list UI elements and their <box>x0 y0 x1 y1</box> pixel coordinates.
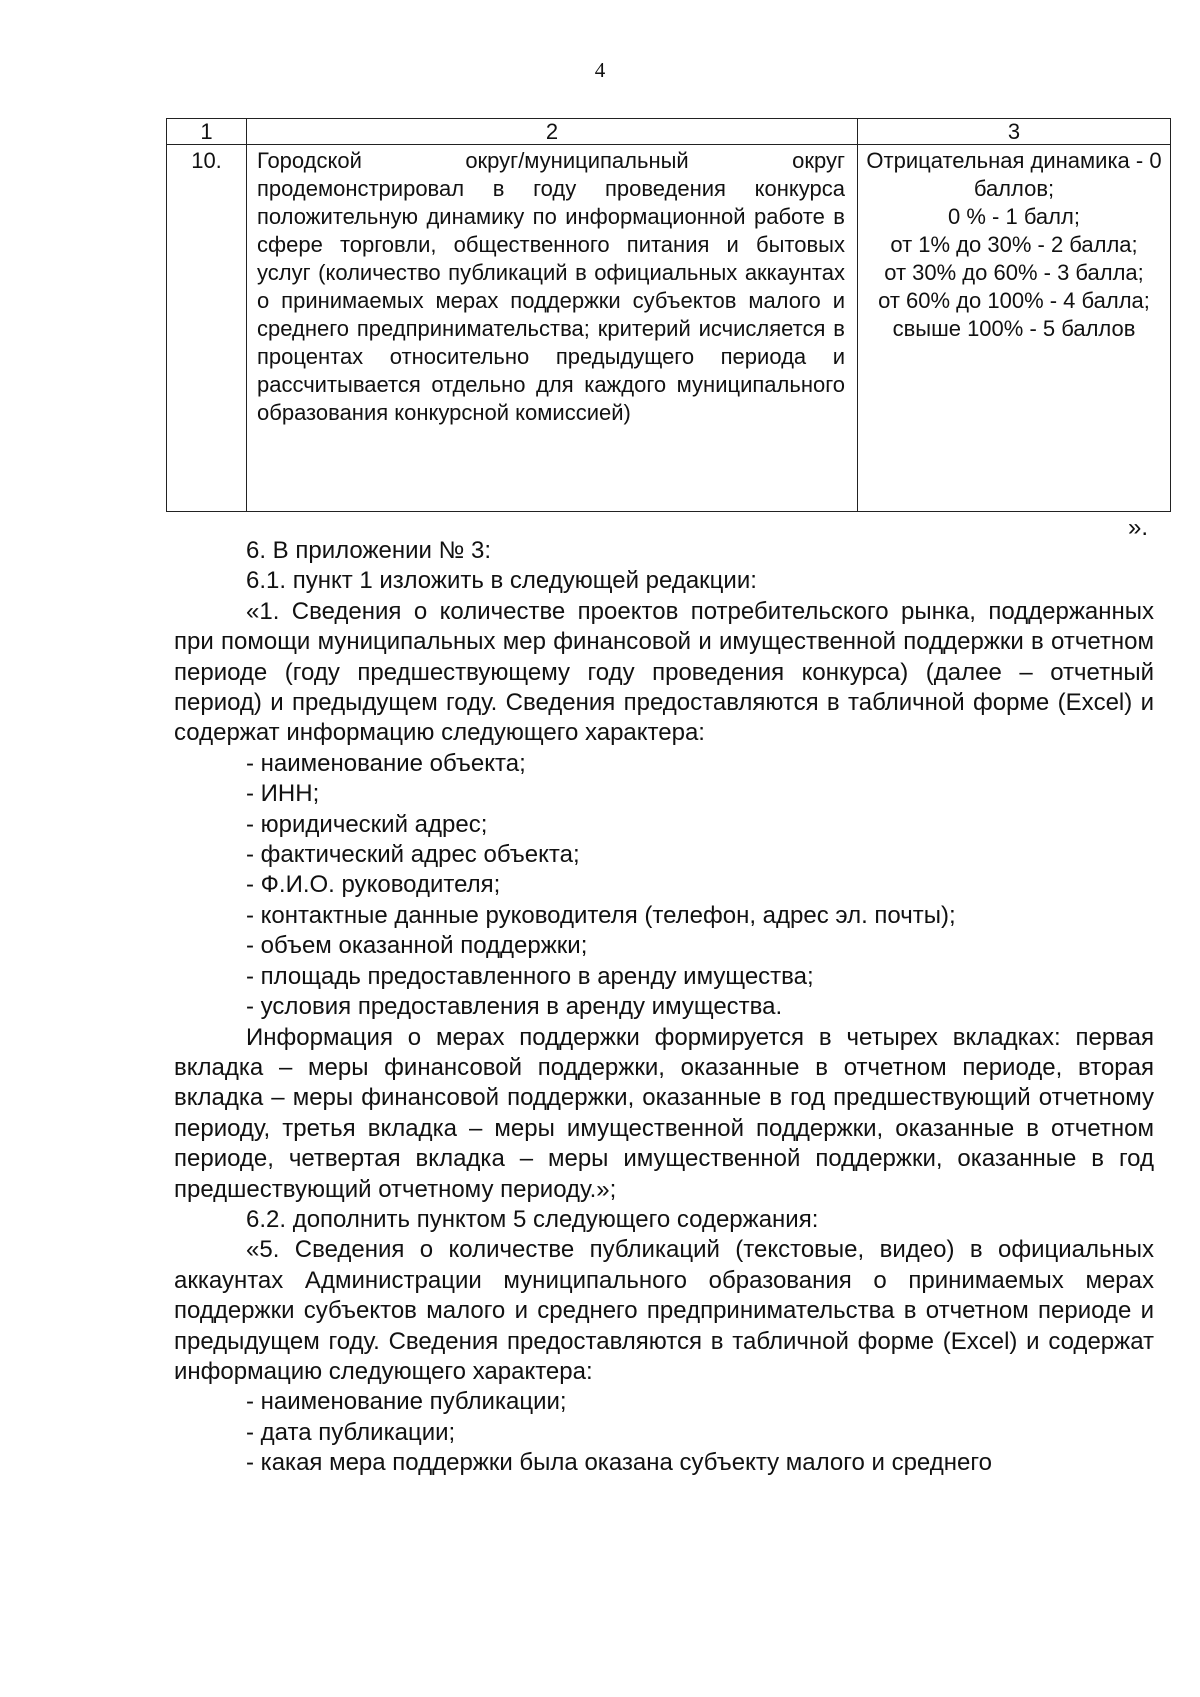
row-number: 10. <box>167 145 247 512</box>
list-item: - фактический адрес объекта; <box>246 841 580 869</box>
score-line: от 60% до 100% - 4 балла; <box>878 288 1150 313</box>
subsection-heading: 6.2. дополнить пунктом 5 следующего содержания: <box>246 1205 819 1233</box>
subsection-heading: 6.1. пункт 1 изложить в следующей редакции: <box>246 567 757 595</box>
score-line: Отрицательная динамика - 0 баллов; <box>866 148 1162 201</box>
document-body <box>174 536 1154 1479</box>
criteria-table <box>166 118 1171 512</box>
list-item: - ИНН; <box>246 780 320 808</box>
list-item: - наименование объекта; <box>246 749 526 777</box>
list-item: - контактные данные руководителя (телефон, адрес эл. почты); <box>246 901 956 929</box>
list-item: - наименование публикации; <box>246 1388 567 1416</box>
section-heading: 6. В приложении № 3: <box>246 537 492 564</box>
list-item: - юридический адрес; <box>246 810 488 838</box>
page-number: 4 <box>594 58 606 82</box>
list-item: - какая мера поддержки была оказана субъекту малого и среднего <box>246 1449 992 1477</box>
score-line: 0 % - 1 балл; <box>948 204 1080 229</box>
header-cell-1: 1 <box>167 119 247 145</box>
score-line: от 30% до 60% - 3 балла; <box>884 260 1144 285</box>
criterion-text: Городской округ/муниципальный округ продемонстрировал в году проведения конкурса положительную динамику по информационной работе в сфере торговли, общественного питания и бытовых услуг (количество публикаций в официальных аккаунтах о принимаемых мерах поддержки субъектов малого и среднего предпринимательства; критерий исчисляется в процентах относительно предыдущего периода и рассчитывается отдельно для каждого муниципального образования конкурсной комиссией) <box>247 145 858 512</box>
list-item: - условия предоставления в аренду имущества. <box>246 993 783 1021</box>
header-cell-3: 3 <box>858 119 1171 145</box>
list-item: - Ф.И.О. руководителя; <box>246 871 501 899</box>
list-item: - площадь предоставленного в аренду имущества; <box>246 962 814 990</box>
list-item: - дата публикации; <box>246 1418 456 1446</box>
closing-quote: ». <box>1128 514 1149 541</box>
header-cell-2: 2 <box>247 119 858 145</box>
table-row <box>167 145 1171 512</box>
list-item: - объем оказанной поддержки; <box>246 932 588 960</box>
score-line: от 1% до 30% - 2 балла; <box>890 232 1138 257</box>
table-header-row <box>167 119 1171 145</box>
paragraph: «1. Сведения о количестве проектов потребительского рынка, поддержанных при помощи муниципальных мер финансовой и имущественной поддержки в отчетном периоде (году предшествующему году проведения конкурса) (далее – отчетный период) и предыдущем году. Сведения предоставляются в табличной форме (Excel) и содержат информацию следующего характера: <box>174 597 1154 747</box>
score-cell <box>858 145 1171 512</box>
paragraph: «5. Сведения о количестве публикаций (текстовые, видео) в официальных аккаунтах Администрации муниципального образования о принимаемых мерах поддержки субъектов малого и среднего предпринимательства в отчетном периоде и предыдущем году. Сведения предоставляются в табличной форме (Excel) и содержат информацию следующего характера: <box>174 1236 1154 1385</box>
paragraph: Информация о мерах поддержки формируется в четырех вкладках: первая вкладка – меры финансовой поддержки, оказанные в отчетном периоде, вторая вкладка – меры финансовой поддержки, оказанные в год предшествующий отчетному периоду, третья вкладка – меры имущественной поддержки, оказанные в отчетном периоде, четвертая вкладка – меры имущественной поддержки, оказанные в год предшествующий отчетному периоду.»; <box>174 1023 1154 1203</box>
score-line: свыше 100% - 5 баллов <box>892 316 1136 341</box>
